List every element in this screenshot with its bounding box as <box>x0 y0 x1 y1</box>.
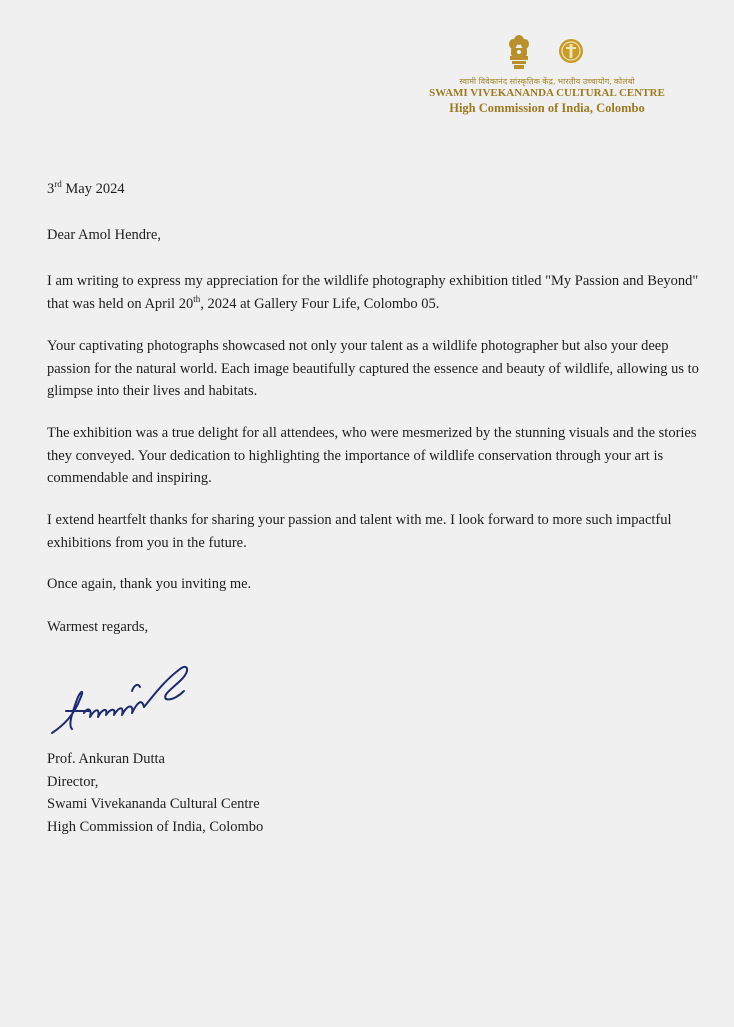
national-emblem-icon <box>508 34 530 72</box>
cultural-centre-logo-icon <box>558 38 584 64</box>
closing-line: Warmest regards, <box>47 619 149 635</box>
salutation: Dear Amol Hendre, <box>47 227 161 243</box>
paragraph-appreciation: I am writing to express my appreciation for the wildlife photography exhibition titled "My Passion and Beyond" that was held on April 20th, 2024 at Gallery Four Life, Colombo 05. <box>47 273 699 312</box>
letterhead-org-name: SWAMI VIVEKANANDA CULTURAL CENTRE <box>429 87 665 99</box>
paragraph-photographs: Your captivating photographs showcased not only your talent as a wildlife photographer but also your deep passion for the natural world. Each image beautifully captured the essence and beauty of wildlife, allowing us to glimpse into their lives and habitats. <box>47 338 699 399</box>
paragraph-exhibition: The exhibition was a true delight for all attendees, who were mesmerized by the stunning visuals and the stories they conveyed. Your dedication to highlighting the importance of wildlife conservation through your art is commendable and inspiring. <box>47 425 697 486</box>
letterhead-hindi-line: स्वामी विवेकानंद सांस्कृतिक केंद्र, भारतीय उच्चायोग, कोलंबो <box>459 77 635 86</box>
handwritten-signature <box>44 655 204 745</box>
letterhead <box>400 34 690 124</box>
paragraph-once-again: Once again, thank you inviting me. <box>47 576 252 592</box>
signatory-block <box>47 748 263 838</box>
signatory-org: Swami Vivekananda Cultural Centre <box>47 796 260 812</box>
signatory-title: Director, <box>47 773 99 790</box>
letterhead-commission: High Commission of India, Colombo <box>449 101 645 115</box>
signatory-name: Prof. Ankuran Dutta <box>47 751 165 767</box>
paragraph-thanks: I extend heartfelt thanks for sharing your passion and talent with me. I look forward to more such impactful exhibitions from you in the future. <box>47 512 672 551</box>
letter-date: 3rd May 2024 <box>47 179 125 197</box>
signatory-location: High Commission of India, Colombo <box>47 818 264 835</box>
